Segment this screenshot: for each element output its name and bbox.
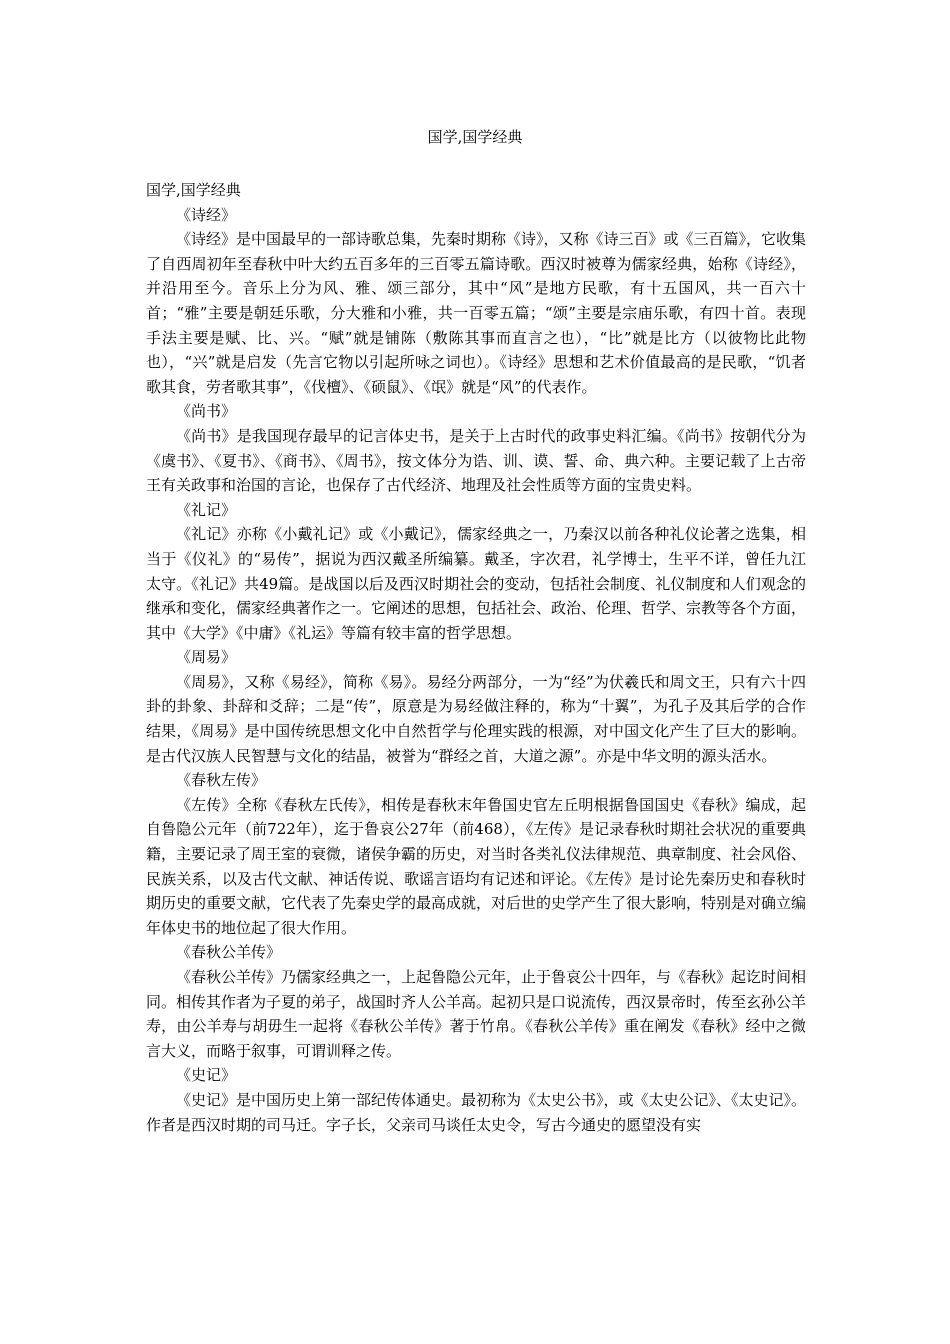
section-body: 《诗经》是中国最早的一部诗歌总集，先秦时期称《诗》，又称《诗三百》或《三百篇》，它收集了自西周初年至春秋中叶大约五百多年的三百零五篇诗歌。西汉时被尊为儒家经典，始称《诗经》，并沿用至今。音乐上分为风、雅、颂三部分，其中“风”是地方民歌，有十五国风，共一百六十首；“雅”主要是朝廷乐歌，分大雅和小雅，共一百零五篇；“颂”主要是宗庙乐歌，有四十首。表现手法主要是赋、比、兴。“赋”就是铺陈（敷陈其事而直言之也），“比”就是比方（以彼物比此物也），“兴”就是启发（先言它物以引起所咏之词也）。《诗经》思想和艺术价值最高的是民歌，“饥者歌其食，劳者歌其事”，《伐檀》、《硕鼠》、《氓》就是“风”的代表作。 bbox=[146, 230, 807, 396]
section-body: 《礼记》亦称《小戴礼记》或《小戴记》，儒家经典之一，乃秦汉以前各种礼仪论著之选集，相当于《仪礼》的“易传”，据说为西汉戴圣所编纂。戴圣，字次君，礼学博士，生平不详，曾任九江太守。《礼记》共49篇。是战国以后及西汉时期社会的变动，包括社会制度、礼仪制度和人们观念的继承和变化，儒家经典著作之一。它阐述的思想，包括社会、政治、伦理、哲学、宗教等各个方面，其中《大学》《中庸》《礼运》等篇有较丰富的哲学思想。 bbox=[146, 525, 807, 642]
section-title: 《春秋左传》 bbox=[176, 771, 267, 790]
section-title: 《礼记》 bbox=[176, 500, 237, 519]
document-title: 国学,国学经典 bbox=[427, 128, 523, 146]
section-body: 《左传》全称《春秋左氏传》，相传是春秋末年鲁国史官左丘明根据鲁国国史《春秋》编成，起自鲁隐公元年（前722年），迄于鲁哀公27年（前468），《左传》是记录春秋时期社会状况的重要典籍，主要记录了周王室的衰微，诸侯争霸的历史，对当时各类礼仪法律规范、典章制度、社会风俗、民族关系，以及古代文献、神话传说、歌谣言语均有记述和评论。《左传》是讨论先秦历史和春秋时期历史的重要文献，它代表了先秦史学的最高成就，对后世的史学产生了很大影响，特别是对确立编年体史书的地位起了很大作用。 bbox=[146, 795, 807, 937]
section-shiji bbox=[146, 1063, 806, 1137]
document-heading: 国学,国学经典 bbox=[146, 181, 241, 199]
section-shangshu bbox=[146, 399, 806, 497]
section-liji bbox=[146, 498, 806, 646]
section-title: 《春秋公羊传》 bbox=[176, 943, 282, 962]
section-gongyangzhuan bbox=[146, 940, 806, 1063]
document-content bbox=[146, 178, 806, 1137]
section-body: 《尚书》是我国现存最早的记言体史书，是关于上古时代的政事史料汇编。《尚书》按朝代分为《虞书》、《夏书》、《商书》、《周书》，按文体分为诰、训、谟、誓、命、典六种。主要记载了上古帝王有关政事和治国的言论，也保存了古代经济、地理及社会性质等方面的宝贵史料。 bbox=[146, 426, 806, 495]
section-body: 《史记》是中国历史上第一部纪传体通史。最初称为《太史公书》，或《太史公记》、《太史记》。作者是西汉时期的司马迁。字子长，父亲司马谈任太史令，写古今通史的愿望没有实 bbox=[146, 1090, 807, 1134]
section-body: 《周易》，又称《易经》，简称《易》。易经分两部分，一为“经”为伏羲氏和周文王，只有六十四卦的卦象、卦辞和爻辞；二是“传”，原意是为易经做注释的，称为“十翼”，为孔子及其后学的合作结果，《周易》是中国传统思想文化中自然哲学与伦理实践的根源，对中国文化产生了巨大的影响。是古代汉族人民智慧与文化的结晶，被誉为“群经之首，大道之源”。亦是中华文明的源头活水。 bbox=[146, 672, 806, 765]
section-title: 《尚书》 bbox=[176, 402, 237, 421]
section-zuozhuan bbox=[146, 768, 806, 940]
section-zhouyi bbox=[146, 645, 806, 768]
section-title: 《诗经》 bbox=[176, 205, 237, 224]
section-body: 《春秋公羊传》乃儒家经典之一，上起鲁隐公元年，止于鲁哀公十四年，与《春秋》起讫时间相同。相传其作者为子夏的弟子，战国时齐人公羊高。起初只是口说流传，西汉景帝时，传至玄孙公羊寿，由公羊寿与胡毋生一起将《春秋公羊传》著于竹帛。《春秋公羊传》重在阐发《春秋》经中之微言大义，而略于叙事，可谓训释之传。 bbox=[146, 968, 807, 1060]
section-title: 《周易》 bbox=[176, 648, 237, 667]
section-shijing bbox=[146, 203, 806, 400]
section-title: 《史记》 bbox=[176, 1066, 237, 1085]
